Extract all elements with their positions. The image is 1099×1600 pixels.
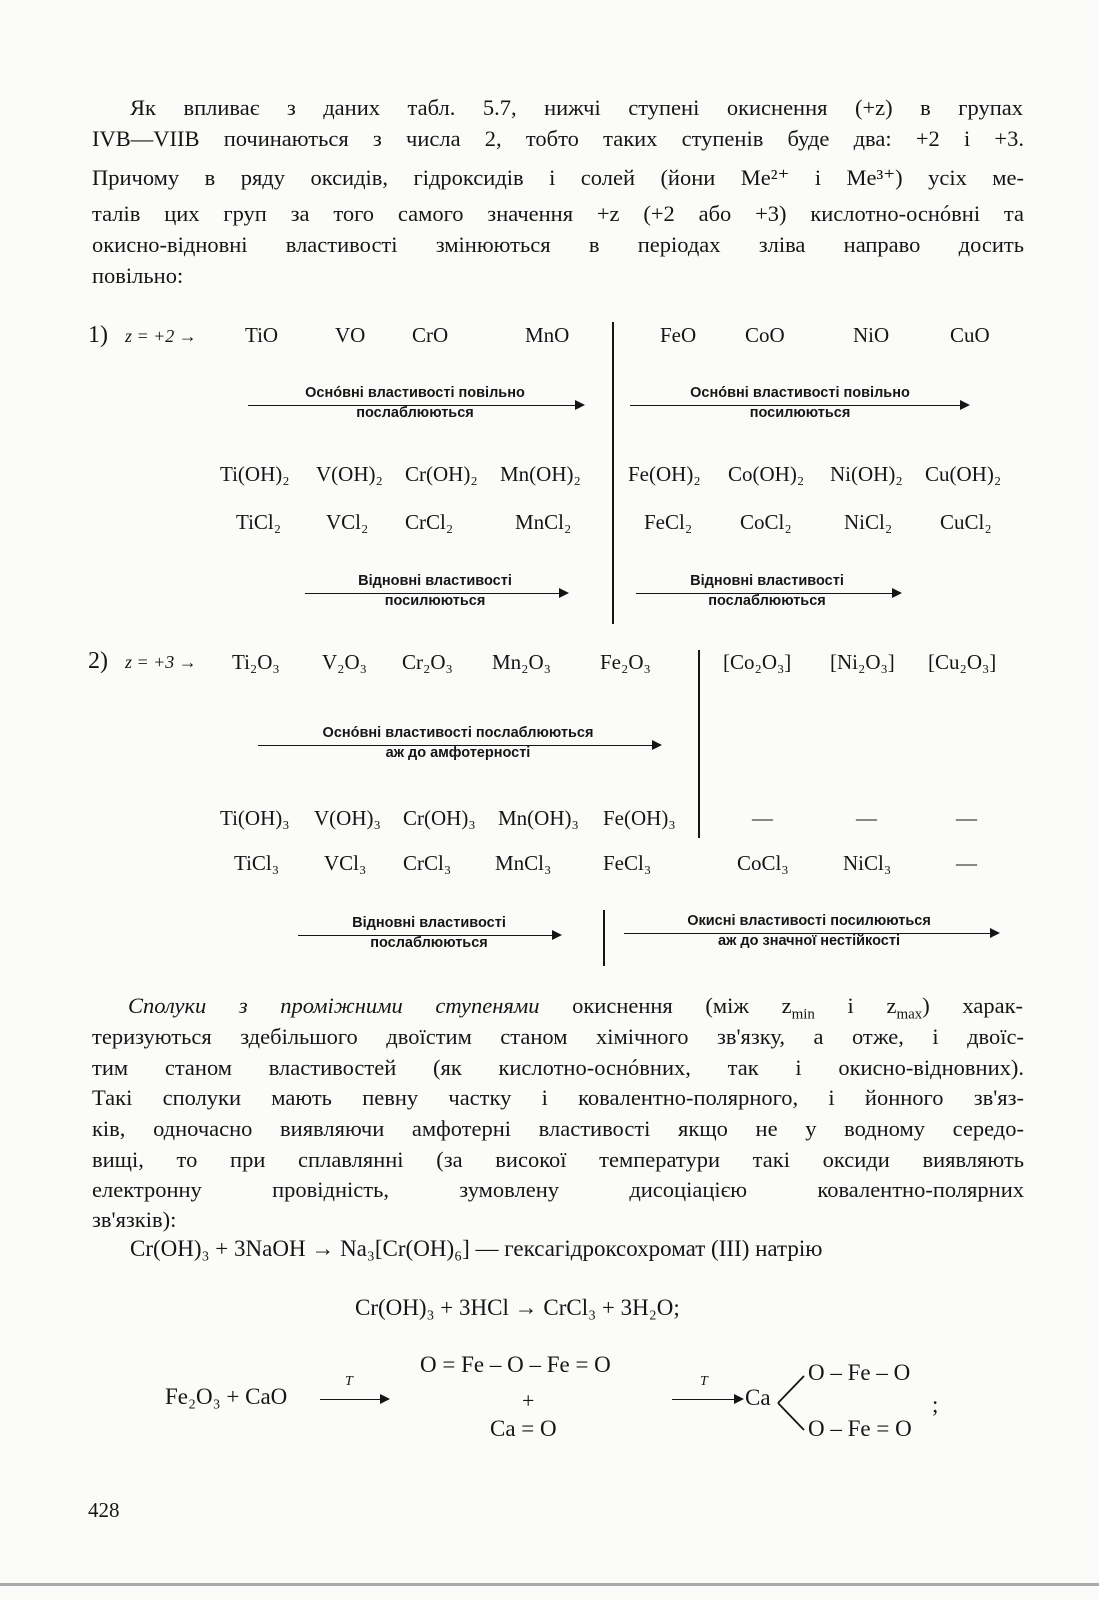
- semicolon: ;: [932, 1392, 939, 1417]
- oxide-ni2o3: [Ni₂O₃]: [830, 650, 895, 674]
- body-italic-phrase: Сполуки з проміжними ступенями: [128, 993, 540, 1018]
- plus-sign: +: [522, 1388, 535, 1413]
- label-reduct-weaken-2-top: Відновні властивості: [352, 915, 506, 931]
- arrow-reduct-strengthen: [305, 593, 567, 594]
- label-reduct-strengthen-bot: посилюються: [384, 593, 486, 609]
- temp-label-2: T: [700, 1374, 708, 1389]
- oxide-cro: CrO: [412, 323, 449, 347]
- page-number: 428: [88, 1498, 120, 1522]
- scan-edge: [0, 1583, 1099, 1586]
- label-basic-strengthen-top: Оснóвні властивості повільно: [690, 385, 910, 401]
- oxide-mno: MnO: [525, 323, 570, 347]
- hydroxide-mn3: Mn(OH)₃: [498, 806, 579, 830]
- label-reduct-weaken-top: Відновні властивості: [690, 573, 844, 589]
- arrow-basic-strengthen: [630, 405, 968, 406]
- chloride-mn3: MnCl₃: [495, 851, 552, 875]
- ferrite-branch-top: O – Fe – O: [808, 1360, 911, 1385]
- label-reduct-weaken-bot: послаблюються: [708, 593, 826, 609]
- body-line-1-mid: і z: [814, 993, 897, 1018]
- label-oxid-strengthen-bot: аж до значної нестійкості: [718, 933, 900, 949]
- divider-2: [698, 650, 700, 838]
- body-line-2: теризуються здебільшого двоїстим станом хімічного зв'язку, а отже, і двоїс-: [92, 1024, 1024, 1049]
- divider-3: [603, 910, 605, 966]
- label-reduct-strengthen-top: Відновні властивості: [358, 573, 512, 589]
- ferrite-structure-top: O = Fe – O – Fe = O: [420, 1352, 611, 1377]
- chloride-co2: CoCl₂: [740, 510, 792, 534]
- hydroxide-cr2: Cr(OH)₂: [405, 462, 478, 486]
- calcium-bonds: [776, 1372, 810, 1434]
- chloride-fe3: FeCl₃: [603, 851, 652, 875]
- body-line-5: ків, одночасно виявляючи амфотерні властивості якщо не у водному середо-: [92, 1116, 1024, 1141]
- equation-naoh: Cr(OH)₃ + 3NaOH → Na₃[Cr(OH)₆] — гексагідроксохромат (III) натрію: [130, 1236, 823, 1261]
- body-line-1-text: окиснення (між z: [539, 993, 792, 1018]
- chloride-v3: VCl₃: [324, 851, 367, 875]
- chloride-v2: VCl₂: [326, 510, 369, 534]
- hydroxide-co3-dash: —: [752, 806, 773, 830]
- oxide-tio: TiO: [245, 323, 279, 347]
- hydroxide-ni2: Ni(OH)₂: [830, 462, 903, 486]
- scheme-1-label: 1): [88, 322, 108, 348]
- scheme-2-z: z = +3 →: [125, 652, 197, 672]
- hydroxide-fe3: Fe(OH)₃: [603, 806, 676, 830]
- label-basic-amphoteric: [258, 723, 658, 763]
- intro-line-5: окисно-відновні властивості змінюються в періодах зліва направо досить: [92, 232, 1024, 257]
- label-basic-weaken: [245, 383, 585, 423]
- oxide-nio: NiO: [853, 323, 890, 347]
- intro-line-2: IVB—VIIB починаються з числа 2, тобто таких ступенів буде два: +2 і +3.: [92, 126, 1024, 151]
- arrow-reduct-weaken-2: [298, 935, 560, 936]
- label-reduct-strengthen: [305, 571, 565, 611]
- label-basic-amphoteric-top: Оснóвні властивості послаблюються: [322, 725, 594, 741]
- temp-label-1: T: [345, 1374, 353, 1389]
- body-line-3: тим станом властивостей (як кислотно-оснóвних, так і окисно-відновних).: [92, 1055, 1024, 1080]
- label-basic-strengthen-bot: посилюються: [749, 405, 851, 421]
- chloride-ni2: NiCl₂: [844, 510, 893, 534]
- equation-fe2o3-cao: Fe₂O₃ + CaO: [165, 1384, 288, 1409]
- z-max: max: [896, 1006, 923, 1023]
- cao-structure: Ca = O: [490, 1416, 557, 1441]
- label-reduct-weaken-2: [298, 913, 560, 953]
- oxide-co2o3: [Co₂O₃]: [723, 650, 792, 674]
- arrow-temp-2: [672, 1399, 742, 1400]
- intro-line-3: Причому в ряду оксидів, гідроксидів і солей (йони Me²⁺ і Me³⁺) усіх ме-: [92, 165, 1024, 190]
- hydroxide-cr3: Cr(OH)₃: [403, 806, 476, 830]
- body-line-8: зв'язків):: [92, 1207, 177, 1232]
- chloride-ti3: TiCl₃: [234, 851, 280, 875]
- oxide-feo: FeO: [660, 323, 697, 347]
- label-basic-strengthen: [630, 383, 970, 423]
- chloride-mn2: MnCl₂: [515, 510, 572, 534]
- hydroxide-v2: V(OH)₂: [316, 462, 383, 486]
- chloride-cu2: CuCl₂: [940, 510, 992, 534]
- body-line-1-end: ) харак-: [922, 993, 1023, 1018]
- body-line-6: вищі, то при сплавлянні (за високої температури такі оксиди виявляють: [92, 1147, 1024, 1172]
- hydroxide-ti2: Ti(OH)₂: [220, 462, 290, 486]
- chloride-cr3: CrCl₃: [403, 851, 452, 875]
- arrow-basic-weaken: [248, 405, 583, 406]
- oxide-ti2o3: Ti₂O₃: [232, 650, 280, 674]
- hydroxide-fe2: Fe(OH)₂: [628, 462, 701, 486]
- body-line-7: електронну провідність, зумовлену дисоціацією ковалентно-полярних: [92, 1177, 1024, 1202]
- oxide-fe2o3: Fe₂O₃: [600, 650, 651, 674]
- calcium-symbol: Ca: [745, 1385, 771, 1410]
- oxide-vo: VO: [335, 323, 366, 347]
- z-min: min: [791, 1006, 815, 1023]
- hydroxide-mn2: Mn(OH)₂: [500, 462, 581, 486]
- hydroxide-ni3-dash: —: [856, 806, 877, 830]
- chloride-co3: CoCl₃: [737, 851, 789, 875]
- intro-line-6: повільно:: [92, 263, 184, 288]
- hydroxide-v3: V(OH)₃: [314, 806, 381, 830]
- label-reduct-weaken: [636, 571, 898, 611]
- oxide-cr2o3: Cr₂O₃: [402, 650, 453, 674]
- label-basic-amphoteric-bot: аж до амфотерності: [385, 745, 531, 761]
- hydroxide-cu2: Cu(OH)₂: [925, 462, 1002, 486]
- label-reduct-weaken-2-bot: послаблюються: [370, 935, 488, 951]
- intro-line-4: талів цих груп за того самого значення +z (+2 або +3) кислотно-оснóвні та: [92, 201, 1024, 226]
- oxide-v2o3: V₂O₃: [322, 650, 367, 674]
- chloride-fe2: FeCl₂: [644, 510, 693, 534]
- hydroxide-ti3: Ti(OH)₃: [220, 806, 290, 830]
- divider-1: [612, 322, 614, 624]
- oxide-coo: CoO: [745, 323, 785, 347]
- label-oxid-strengthen: [624, 911, 994, 951]
- intro-line-1: Як впливає з даних табл. 5.7, нижчі ступені окиснення (+z) в групах: [130, 95, 1023, 120]
- oxide-cu2o3: [Cu₂O₃]: [928, 650, 997, 674]
- chloride-ni3: NiCl₃: [843, 851, 892, 875]
- hydroxide-co2: Co(OH)₂: [728, 462, 805, 486]
- hydroxide-cu3-dash: —: [956, 806, 977, 830]
- label-basic-weaken-top: Оснóвні властивості повільно: [305, 385, 525, 401]
- label-basic-weaken-bot: послаблюються: [356, 405, 474, 421]
- body-line-4: Такі сполуки мають певну частку і ковалентно-полярного, і йонного зв'яз-: [92, 1085, 1024, 1110]
- scheme-1-z: z = +2 →: [125, 326, 197, 346]
- oxide-mn2o3: Mn₂O₃: [492, 650, 551, 674]
- equation-hcl: Cr(OH)₃ + 3HCl → CrCl₃ + 3H₂O;: [355, 1295, 680, 1320]
- chloride-ti2: TiCl₂: [236, 510, 282, 534]
- arrow-temp-1: [320, 1399, 388, 1400]
- arrow-basic-amphoteric: [258, 745, 660, 746]
- ferrite-branch-bottom: O – Fe = O: [808, 1416, 912, 1441]
- arrow-reduct-weaken: [636, 593, 900, 594]
- chloride-cu3-dash: —: [956, 851, 977, 875]
- arrow-oxid-strengthen: [624, 933, 998, 934]
- oxide-cuo: CuO: [950, 323, 990, 347]
- scheme-2-label: 2): [88, 648, 108, 674]
- chloride-cr2: CrCl₂: [405, 510, 454, 534]
- label-oxid-strengthen-top: Окисні властивості посилюються: [687, 913, 931, 929]
